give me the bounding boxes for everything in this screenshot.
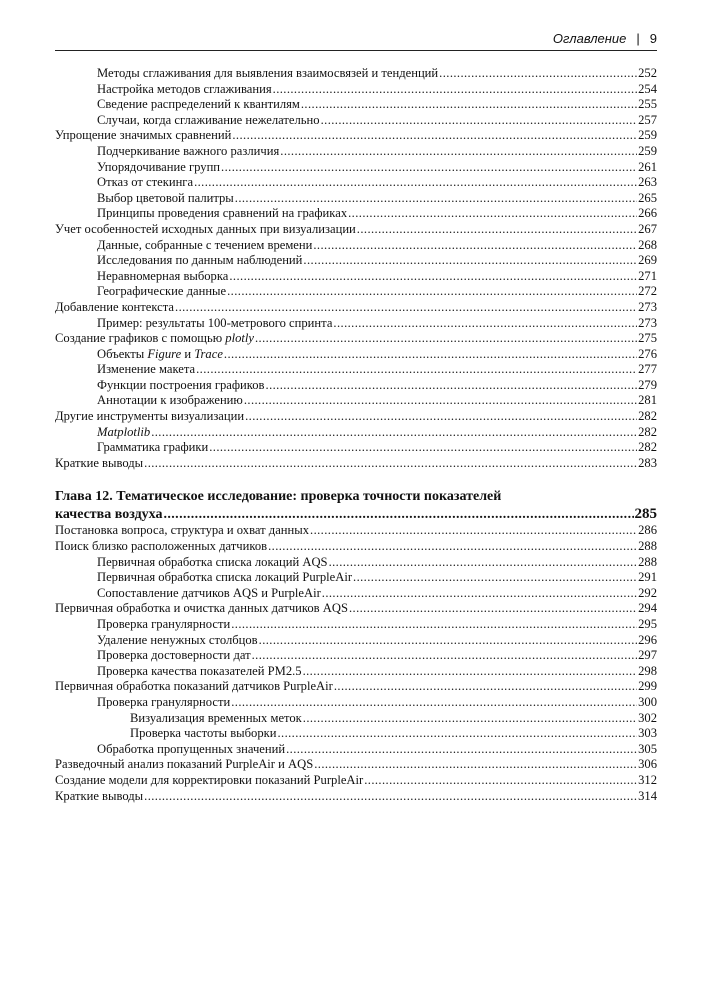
toc-entry xyxy=(55,160,657,176)
toc-entry-text: Сведение распределений к квантилям xyxy=(97,97,300,112)
chapter-heading xyxy=(55,488,657,523)
toc-entry xyxy=(55,789,657,805)
toc-entry-page: 268 xyxy=(638,237,657,252)
toc-entry xyxy=(55,586,657,602)
toc-entry-page: 252 xyxy=(638,66,657,80)
dot-leader xyxy=(357,222,637,238)
chapter-title-line1: Глава 12. Тематическое исследование: проверка точности показателей xyxy=(55,489,502,505)
toc-entry-title xyxy=(97,633,258,649)
toc-entry-page: 255 xyxy=(638,97,657,112)
toc-entry-text: Учет особенностей исходных данных при визуализации xyxy=(55,221,356,236)
toc-entry-title xyxy=(97,144,279,160)
dot-leader xyxy=(175,300,637,316)
toc-entry xyxy=(55,633,657,649)
header-section-title: Оглавление xyxy=(552,30,627,46)
toc-entry-title xyxy=(97,113,320,129)
dot-leader xyxy=(286,742,637,758)
toc-entry-title xyxy=(97,316,332,332)
toc-entry-title xyxy=(97,191,234,207)
toc-entry xyxy=(55,539,657,555)
toc-entry-page: 275 xyxy=(638,331,657,346)
toc-entry-text: Удаление ненужных столбцов xyxy=(97,632,258,647)
dot-leader xyxy=(322,586,637,602)
toc-entry xyxy=(55,409,657,425)
dot-leader xyxy=(231,617,637,633)
toc-entry-text: Первичная обработка показаний датчиков PurpleAir xyxy=(55,679,333,694)
toc-entry-page: 312 xyxy=(638,772,657,787)
toc-entry-page: 277 xyxy=(638,362,657,377)
toc-entry-title xyxy=(97,570,352,586)
toc-entry-text: Отказ от стекинга xyxy=(97,175,194,190)
toc-entry-title xyxy=(55,300,174,316)
toc-entry-text: Создание графиков с помощью xyxy=(55,331,226,346)
toc-entry-text: Обработка пропущенных значений xyxy=(97,741,286,756)
toc-entry xyxy=(55,113,657,129)
toc-entry-text: и xyxy=(181,346,195,361)
toc-entry-text: Случаи, когда сглаживание нежелательно xyxy=(97,112,320,127)
header-rule xyxy=(55,50,657,51)
toc-entry xyxy=(55,269,657,285)
dot-leader xyxy=(144,456,637,472)
toc-entry-title xyxy=(97,160,220,176)
toc-entry-title xyxy=(97,284,226,300)
dot-leader xyxy=(259,633,637,649)
toc-entry-page: 282 xyxy=(638,440,657,455)
toc-entry xyxy=(55,82,657,98)
toc-entry-text: Визуализация временных меток xyxy=(130,710,302,725)
toc-entry xyxy=(55,679,657,695)
toc-entry-page: 298 xyxy=(638,663,657,678)
toc-entry xyxy=(55,570,657,586)
toc-entry-text: Географические данные xyxy=(97,284,227,299)
dot-leader xyxy=(334,679,637,695)
toc-entry-page: 288 xyxy=(638,539,657,554)
toc-entry-text: Проверка гранулярности xyxy=(97,694,231,709)
toc-entry-title xyxy=(55,773,363,789)
toc-entry xyxy=(55,773,657,789)
toc-top-list xyxy=(55,66,657,471)
toc-entry-italic-text: Matplotlib xyxy=(97,424,151,439)
dot-leader xyxy=(313,238,637,254)
toc-entry-title xyxy=(97,648,251,664)
dot-leader xyxy=(353,570,637,586)
toc-entry xyxy=(55,191,657,207)
dot-leader xyxy=(303,711,637,727)
dot-leader xyxy=(280,144,637,160)
toc-entry xyxy=(55,601,657,617)
dot-leader xyxy=(301,97,637,113)
dot-leader xyxy=(303,664,638,680)
toc-entry-page: 302 xyxy=(638,710,657,725)
toc-entry-title xyxy=(97,347,223,363)
toc-entry-title xyxy=(97,555,328,571)
toc-entry-text: Объекты xyxy=(97,346,148,361)
chapter-page: 285 xyxy=(634,506,657,523)
toc-entry-page: 297 xyxy=(638,648,657,663)
chapter-title-line2: качества воздуха xyxy=(55,507,163,523)
toc-entry-text: Краткие выводы xyxy=(55,788,144,803)
dot-leader xyxy=(277,726,637,742)
chapter-title-entry xyxy=(55,505,657,523)
toc-entry-page: 286 xyxy=(638,523,657,538)
dot-leader xyxy=(349,601,637,617)
toc-entry-title xyxy=(97,66,438,82)
toc-entry-title xyxy=(97,253,302,269)
toc-entry-title xyxy=(55,757,313,773)
toc-entry-page: 300 xyxy=(638,694,657,709)
toc-entry xyxy=(55,206,657,222)
dot-leader xyxy=(224,347,637,363)
toc-entry xyxy=(55,253,657,269)
toc-entry xyxy=(55,316,657,332)
dot-leader xyxy=(273,82,637,98)
toc-entry-page: 282 xyxy=(638,409,657,424)
toc-entry-title xyxy=(55,128,231,144)
toc-entry xyxy=(55,617,657,633)
toc-entry-title xyxy=(130,726,276,742)
toc-entry xyxy=(55,523,657,539)
toc-entry-page: 292 xyxy=(638,585,657,600)
toc-entry-text: Выбор цветовой палитры xyxy=(97,190,234,205)
running-header xyxy=(55,27,657,49)
toc-entry-title xyxy=(97,175,193,191)
dot-leader xyxy=(163,506,633,524)
toc-entry-page: 261 xyxy=(638,159,657,174)
toc-entry-page: 271 xyxy=(638,268,657,283)
dot-leader xyxy=(268,539,637,555)
toc-entry-page: 267 xyxy=(638,221,657,236)
toc-entry-page: 295 xyxy=(638,617,657,631)
toc-entry xyxy=(55,711,657,727)
toc-entry-text: Подчеркивание важного различия xyxy=(97,143,280,158)
toc-entry-page: 266 xyxy=(638,206,657,221)
dot-leader xyxy=(244,393,637,409)
toc-entry-title xyxy=(97,206,347,222)
dot-leader xyxy=(314,757,637,773)
dot-leader xyxy=(245,409,637,425)
toc-entry xyxy=(55,128,657,144)
toc-entry-page: 272 xyxy=(638,284,657,299)
toc-entry-title xyxy=(97,695,230,711)
dot-leader xyxy=(303,253,637,269)
toc-entry-page: 263 xyxy=(638,175,657,190)
toc-entry xyxy=(55,393,657,409)
dot-leader xyxy=(227,284,637,300)
toc-entry xyxy=(55,555,657,571)
toc-entry-text: Принципы проведения сравнений на графиках xyxy=(97,206,348,221)
toc-entry-page: 305 xyxy=(638,741,657,756)
toc-entry-page: 314 xyxy=(638,788,657,803)
toc-entry xyxy=(55,456,657,472)
toc-entry xyxy=(55,300,657,316)
toc-entry-text: Методы сглаживания для выявления взаимосвязей и тенденций xyxy=(97,66,439,80)
toc-entry-text: Первичная обработка списка локаций PurpleAir xyxy=(97,570,353,585)
dot-leader xyxy=(194,175,637,191)
table-of-contents xyxy=(55,66,657,804)
toc-entry-text: Краткие выводы xyxy=(55,455,144,470)
toc-entry-title xyxy=(55,601,348,617)
toc-entry xyxy=(55,440,657,456)
toc-entry xyxy=(55,648,657,664)
dot-leader xyxy=(321,113,638,129)
toc-entry-page: 303 xyxy=(638,726,657,741)
toc-entry-page: 281 xyxy=(638,393,657,408)
toc-entry xyxy=(55,144,657,160)
toc-entry-text: Проверка частоты выборки xyxy=(130,726,277,741)
toc-entry xyxy=(55,362,657,378)
toc-entry-text: Исследования по данным наблюдений xyxy=(97,253,303,268)
dot-leader xyxy=(196,362,637,378)
toc-entry xyxy=(55,238,657,254)
dot-leader xyxy=(348,206,637,222)
toc-entry-text: Упрощение значимых сравнений xyxy=(55,128,232,143)
dot-leader xyxy=(231,695,637,711)
toc-entry-text: Функции построения графиков xyxy=(97,377,265,392)
toc-entry-title xyxy=(55,456,143,472)
header-page-number: 9 xyxy=(649,30,657,46)
toc-entry xyxy=(55,284,657,300)
toc-entry xyxy=(55,66,657,82)
toc-entry-text: Грамматика графики xyxy=(97,440,209,455)
dot-leader xyxy=(229,269,637,285)
toc-entry-title xyxy=(97,425,150,441)
toc-entry-page: 279 xyxy=(638,377,657,392)
toc-entry xyxy=(55,222,657,238)
toc-entry-page: 259 xyxy=(638,143,657,158)
toc-entry xyxy=(55,664,657,680)
toc-entry-page: 282 xyxy=(638,424,657,439)
toc-entry-text: Постановка вопроса, структура и охват данных xyxy=(55,523,310,538)
toc-entry-text: Добавление контекста xyxy=(55,299,175,314)
toc-entry-text: Сопоставление датчиков AQS и PurpleAir xyxy=(97,585,321,600)
toc-entry-title xyxy=(55,409,244,425)
toc-entry-text: Первичная обработка списка локаций AQS xyxy=(97,554,328,569)
toc-entry-page: 276 xyxy=(638,346,657,361)
toc-entry-text: Проверка гранулярности xyxy=(97,617,231,631)
dot-leader xyxy=(144,789,637,805)
toc-entry-text: Первичная обработка и очистка данных датчиков AQS xyxy=(55,601,348,616)
toc-entry-title xyxy=(97,617,230,633)
toc-entry xyxy=(55,331,657,347)
dot-leader xyxy=(439,66,637,82)
header-separator: | xyxy=(636,30,640,46)
toc-entry-page: 269 xyxy=(638,253,657,268)
dot-leader xyxy=(310,523,637,539)
toc-entry-page: 273 xyxy=(638,315,657,330)
dot-leader xyxy=(329,555,638,571)
toc-entry xyxy=(55,742,657,758)
toc-entry-title xyxy=(97,378,265,394)
toc-entry-title xyxy=(97,742,285,758)
toc-entry-text: Создание модели для корректировки показаний PurpleAir xyxy=(55,772,364,787)
toc-entry-page: 299 xyxy=(638,679,657,694)
toc-entry-text: Аннотации к изображению xyxy=(97,393,243,408)
toc-entry-text: Проверка достоверности дат xyxy=(97,648,251,663)
toc-entry xyxy=(55,695,657,711)
toc-entry-title xyxy=(55,331,254,347)
toc-entry-title xyxy=(97,238,312,254)
toc-entry-text: Пример: результаты 100-метрового спринта xyxy=(97,315,333,330)
toc-entry-title xyxy=(97,440,208,456)
toc-entry-italic-text: plotly xyxy=(225,331,254,346)
toc-entry-page: 306 xyxy=(638,757,657,772)
toc-entry-text: Другие инструменты визуализации xyxy=(55,409,245,424)
toc-entry-title xyxy=(97,82,272,98)
toc-entry xyxy=(55,175,657,191)
dot-leader xyxy=(266,378,638,394)
dot-leader xyxy=(221,160,637,176)
toc-entry-text: Упорядочивание групп xyxy=(97,159,221,174)
toc-entry-title xyxy=(55,679,333,695)
toc-entry-text: Неравномерная выборка xyxy=(97,268,229,283)
toc-entry-text: Проверка качества показателей PM2.5 xyxy=(97,663,302,678)
toc-entry-page: 291 xyxy=(638,570,657,585)
toc-entry-title xyxy=(97,97,300,113)
toc-entry-title xyxy=(97,393,243,409)
toc-entry-page: 296 xyxy=(638,632,657,647)
toc-entry-text: Данные, собранные с течением времени xyxy=(97,237,313,252)
toc-entry xyxy=(55,97,657,113)
toc-entry-title xyxy=(97,586,321,602)
toc-entry xyxy=(55,347,657,363)
toc-entry-page: 294 xyxy=(638,601,657,616)
toc-bottom-list xyxy=(55,523,657,804)
toc-entry-italic-text: Trace xyxy=(194,346,223,361)
toc-entry-title xyxy=(130,711,302,727)
dot-leader xyxy=(333,316,637,332)
dot-leader xyxy=(252,648,637,664)
toc-entry-page: 273 xyxy=(638,299,657,314)
dot-leader xyxy=(232,128,637,144)
toc-entry-title xyxy=(55,789,143,805)
toc-entry-text: Поиск близко расположенных датчиков xyxy=(55,539,268,554)
toc-entry-title xyxy=(55,539,267,555)
toc-entry-page: 288 xyxy=(638,554,657,569)
dot-leader xyxy=(209,440,637,456)
toc-entry-text: Настройка методов сглаживания xyxy=(97,81,272,96)
toc-entry-italic-text: Figure xyxy=(147,346,182,361)
toc-entry-title xyxy=(97,269,228,285)
dot-leader xyxy=(364,773,637,789)
dot-leader xyxy=(151,425,637,441)
toc-entry xyxy=(55,378,657,394)
toc-entry-page: 265 xyxy=(638,190,657,205)
toc-entry xyxy=(55,726,657,742)
toc-entry-text: Изменение макета xyxy=(97,362,196,377)
toc-entry-title xyxy=(97,664,302,680)
toc-entry-page: 257 xyxy=(638,112,657,127)
toc-entry-title xyxy=(55,222,356,238)
toc-entry-text: Разведочный анализ показаний PurpleAir и AQS xyxy=(55,757,314,772)
dot-leader xyxy=(255,331,637,347)
toc-entry-title xyxy=(97,362,195,378)
toc-entry-title xyxy=(55,523,309,539)
toc-entry-page: 283 xyxy=(638,455,657,470)
toc-entry-page: 254 xyxy=(638,81,657,96)
toc-entry xyxy=(55,757,657,773)
toc-entry-page: 259 xyxy=(638,128,657,143)
toc-entry xyxy=(55,425,657,441)
dot-leader xyxy=(235,191,637,207)
